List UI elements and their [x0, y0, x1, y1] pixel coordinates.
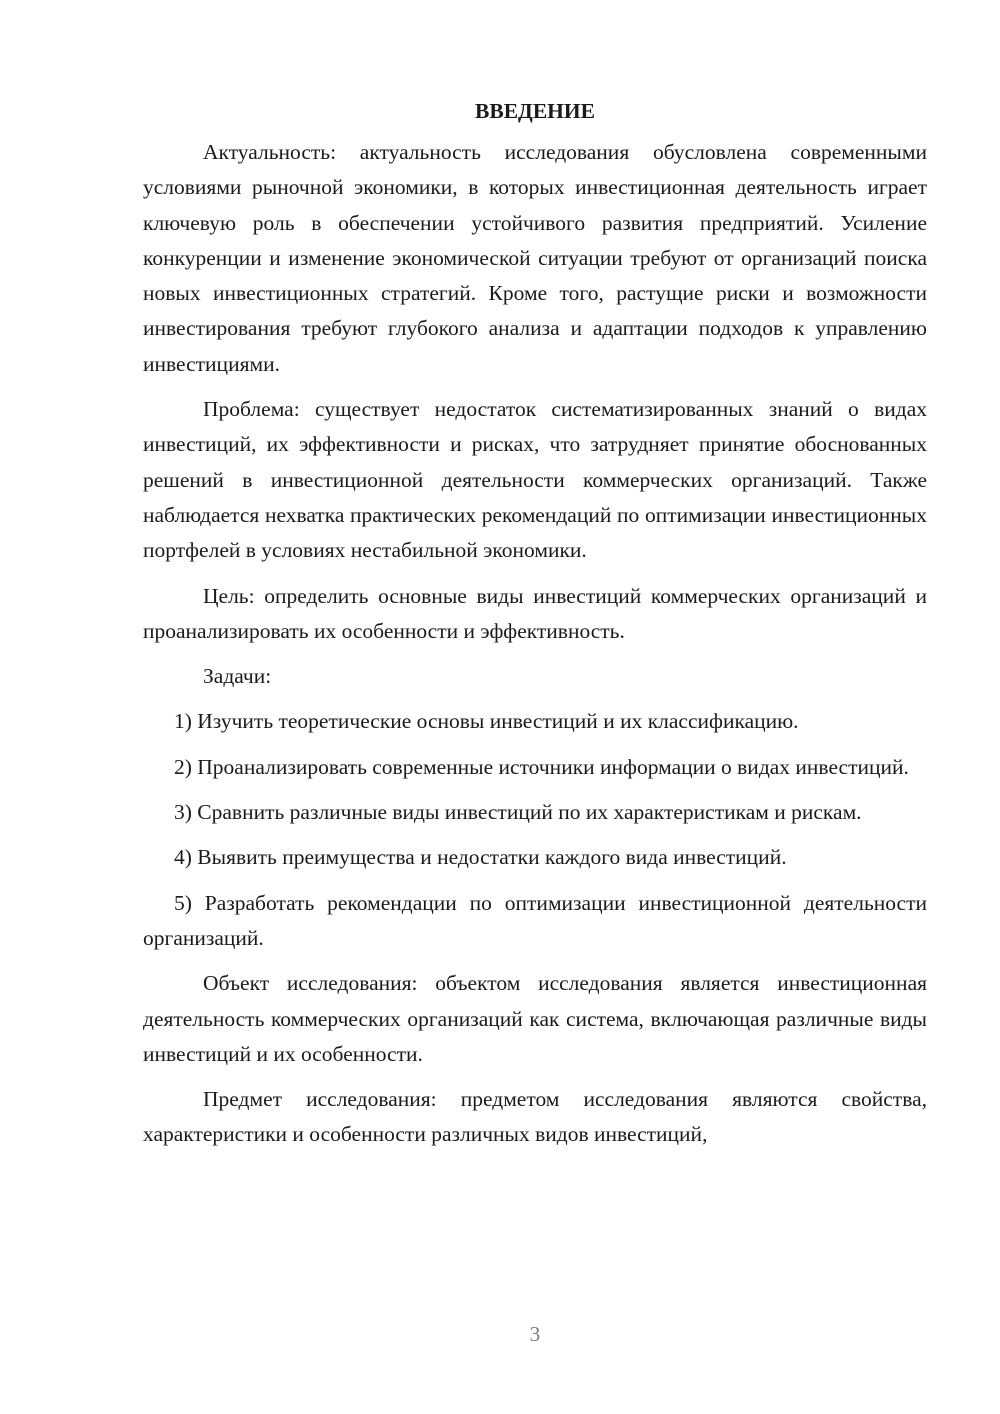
paragraph-problem: Проблема: существует недостаток систематизированных знаний о видах инвестиций, их эффективности и рисках, что затрудняет принятие обоснованных решений в инвестиционной деятельности коммерческих организаций. Также наблюдается нехватка практических рекомендаций по оптимизации инвестиционных портфелей в условиях нестабильной экономики.: [143, 397, 927, 563]
task-item-1: 1) Изучить теоретические основы инвестиций и их классификацию.: [174, 709, 799, 734]
paragraph-object: Объект исследования: объектом исследования является инвестиционная деятельность коммерческих организаций как система, включающая различные виды инвестиций и их особенности.: [143, 971, 927, 1066]
section-heading: ВВЕДЕНИЕ: [475, 99, 595, 123]
paragraph-relevance: Актуальность: актуальность исследования обусловлена современными условиями рыночной экономики, в которых инвестиционная деятельность играет ключевую роль в обеспечении устойчивого развития предприятий. Усиление конкуренции и изменение экономической ситуации требуют от организаций поиска новых инвестиционных стратегий. Кроме того, растущие риски и возможности инвестирования требуют глубокого анализа и адаптации подходов к управлению инвестициями.: [143, 140, 927, 376]
paragraph-tasks-label: Задачи:: [203, 664, 272, 689]
page-number: 3: [529, 1322, 541, 1346]
task-item-3: 3) Сравнить различные виды инвестиций по их характеристикам и рискам.: [174, 800, 862, 825]
task-item-5: 5) Разработать рекомендации по оптимизации инвестиционной деятельности организаций.: [143, 890, 927, 950]
document-page: [143, 94, 927, 1163]
paragraph-goal: Цель: определить основные виды инвестиций коммерческих организаций и проанализировать их особенности и эффективность.: [143, 583, 927, 643]
task-item-2: 2) Проанализировать современные источники информации о видах инвестиций.: [174, 754, 909, 779]
task-item-4: 4) Выявить преимущества и недостатки каждого вида инвестиций.: [174, 845, 787, 870]
paragraph-subject: Предмет исследования: предметом исследования являются свойства, характеристики и особенности различных видов инвестиций,: [143, 1087, 927, 1147]
